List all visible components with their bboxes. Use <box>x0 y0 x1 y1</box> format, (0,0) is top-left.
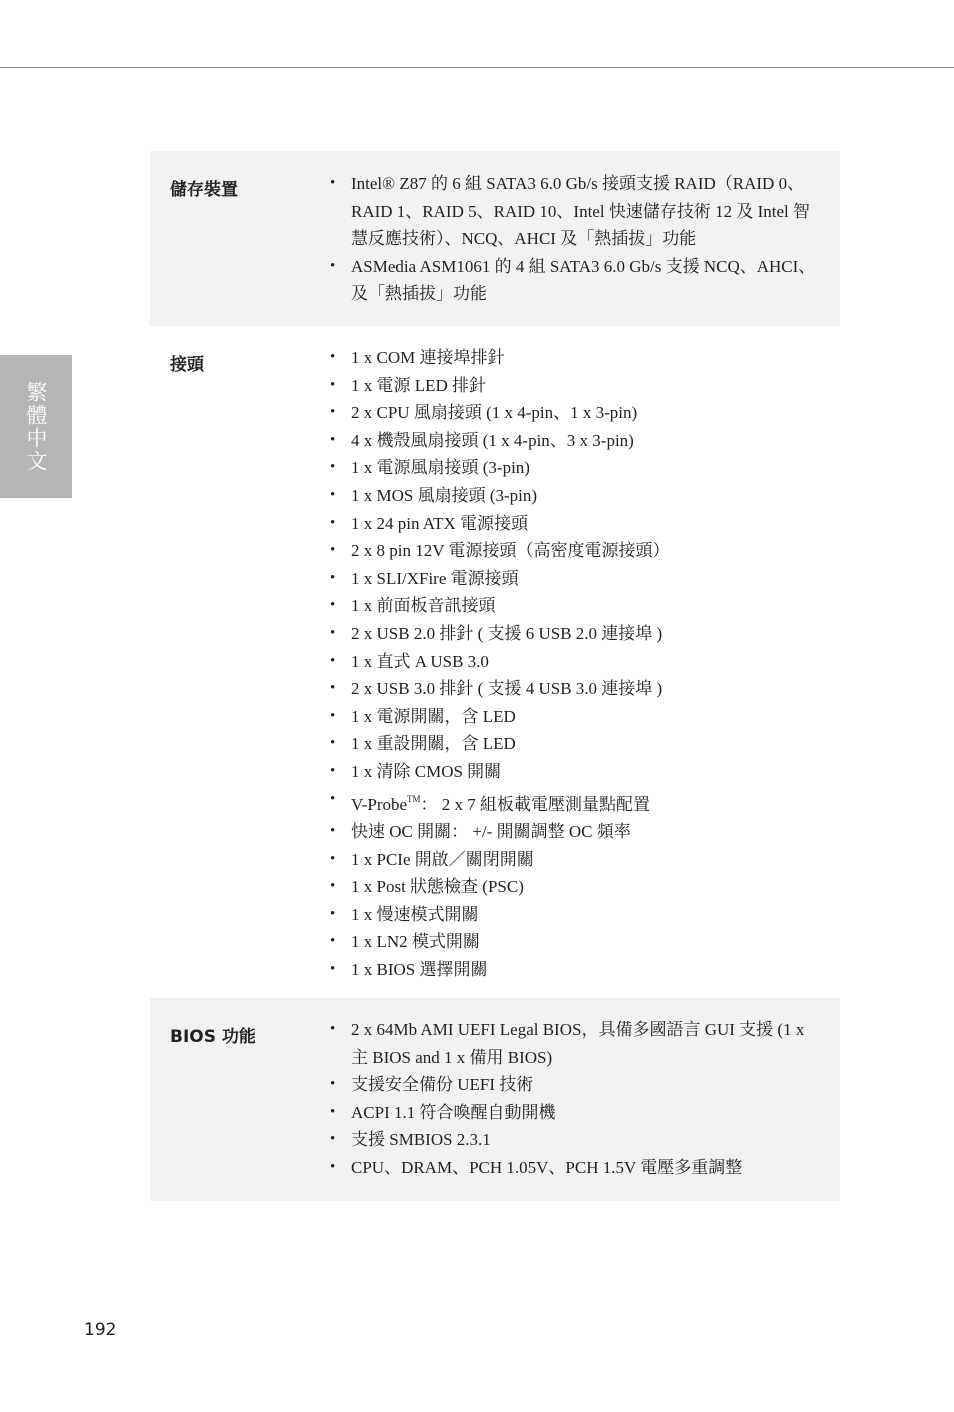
trademark-superscript: TM <box>407 793 421 804</box>
list-item: • 1 x PCIe 開啟／關閉開關 <box>330 846 822 874</box>
list-item: • 2 x 8 pin 12V 電源接頭（高密度電源接頭） <box>330 537 822 565</box>
list-item: • 支援安全備份 UEFI 技術 <box>330 1071 822 1099</box>
list-item: • 1 x 電源風扇接頭 (3-pin) <box>330 454 822 482</box>
spec-body-bios <box>330 998 840 1201</box>
spec-row-storage <box>150 151 840 326</box>
bullet: • <box>330 175 336 191</box>
list-item: • 1 x BIOS 選擇開關 <box>330 956 822 984</box>
list-item: • 1 x 電源開關，含 LED <box>330 703 822 731</box>
list-item: • Intel® Z87 的 6 組 SATA3 6.0 Gb/s 接頭支援 RAID（RAID 0、RAID 1、RAID 5、RAID 10、Intel 快速儲存技術 12 及 Intel 智慧反應技術）、NCQ、AHCI 及「熱插拔」功能 <box>330 170 822 253</box>
connectors-list <box>330 344 822 984</box>
spec-label-connectors: 接頭 <box>170 355 204 375</box>
bullet: • <box>330 933 336 950</box>
bullet: • <box>330 790 336 807</box>
bios-list <box>330 1016 822 1182</box>
list-item: • 1 x SLI/XFire 電源接頭 <box>330 565 822 593</box>
spec-row-bios <box>150 998 840 1201</box>
bullet: • <box>330 257 336 274</box>
list-item: • 2 x USB 3.0 排針 ( 支援 4 USB 3.0 連接埠 ) <box>330 675 822 703</box>
bullet: • <box>330 1131 336 1148</box>
bullet: • <box>330 431 336 448</box>
list-item: • 1 x Post 狀態檢查 (PSC) <box>330 873 822 901</box>
spec-body-connectors <box>330 326 840 998</box>
side-tab-label: 繁體中文 <box>24 380 48 473</box>
list-item: • 快速 OC 開關： +/- 開關調整 OC 頻率 <box>330 818 822 846</box>
list-item: • ACPI 1.1 符合喚醒自動開機 <box>330 1099 822 1127</box>
list-item: • V-Probe™： 2 x 7 組板載電壓測量點配置 <box>330 786 822 819</box>
list-item: • 1 x COM 連接埠排針 <box>330 344 822 372</box>
bullet: • <box>330 905 336 922</box>
bullet: • <box>330 376 336 393</box>
spec-label-bios: BIOS 功能 <box>170 1027 256 1047</box>
bullet: • <box>330 542 336 559</box>
list-item: • 1 x 前面板音訊接頭 <box>330 592 822 620</box>
list-item: • 1 x 24 pin ATX 電源接頭 <box>330 510 822 538</box>
bullet: • <box>330 569 336 586</box>
list-item: • ASMedia ASM1061 的 4 組 SATA3 6.0 Gb/s 支援 NCQ、AHCI、及「熱插拔」功能 <box>330 253 822 308</box>
bullet: • <box>330 1158 336 1175</box>
bullet: • <box>330 652 336 669</box>
list-item: • 1 x 清除 CMOS 開關 <box>330 758 822 786</box>
spec-row-connectors <box>150 326 840 998</box>
bullet: • <box>330 514 336 531</box>
language-side-tab <box>0 355 72 498</box>
bullet: • <box>330 404 336 421</box>
list-item: • 1 x MOS 風扇接頭 (3-pin) <box>330 482 822 510</box>
bullet: • <box>330 707 336 724</box>
bullet: • <box>330 680 336 697</box>
list-item: • CPU、DRAM、PCH 1.05V、PCH 1.5V 電壓多重調整 <box>330 1154 822 1182</box>
spec-table <box>150 151 840 1201</box>
bullet: • <box>330 850 336 867</box>
bullet: • <box>330 1076 336 1093</box>
list-item: • 2 x 64Mb AMI UEFI Legal BIOS，具備多國語言 GUI 支援 (1 x 主 BIOS and 1 x 備用 BIOS) <box>330 1016 822 1071</box>
bullet: • <box>330 1103 336 1120</box>
bullet: • <box>330 1021 336 1037</box>
spec-label-storage: 儲存裝置 <box>170 180 238 200</box>
bullet: • <box>330 624 336 641</box>
list-item: • 支援 SMBIOS 2.3.1 <box>330 1126 822 1154</box>
spec-body-storage <box>330 151 840 326</box>
bullet: • <box>330 349 336 365</box>
bullet: • <box>330 878 336 895</box>
header-rule <box>0 67 954 68</box>
bullet: • <box>330 823 336 840</box>
bullet: • <box>330 735 336 752</box>
bullet: • <box>330 459 336 476</box>
list-item: • 2 x CPU 風扇接頭 (1 x 4-pin、1 x 3-pin) <box>330 399 822 427</box>
bullet: • <box>330 762 336 779</box>
bullet: • <box>330 597 336 614</box>
list-item: • 1 x 電源 LED 排針 <box>330 372 822 400</box>
list-item: • 1 x 直式 A USB 3.0 <box>330 648 822 676</box>
storage-list <box>330 170 822 308</box>
list-item: • 2 x USB 2.0 排針 ( 支援 6 USB 2.0 連接埠 ) <box>330 620 822 648</box>
list-item: • 4 x 機殼風扇接頭 (1 x 4-pin、3 x 3-pin) <box>330 427 822 455</box>
page-number: 192 <box>84 1320 117 1340</box>
list-item: • 1 x 重設開關，含 LED <box>330 730 822 758</box>
bullet: • <box>330 486 336 503</box>
list-item: • 1 x LN2 模式開關 <box>330 928 822 956</box>
list-item: • 1 x 慢速模式開關 <box>330 901 822 929</box>
bullet: • <box>330 961 336 978</box>
